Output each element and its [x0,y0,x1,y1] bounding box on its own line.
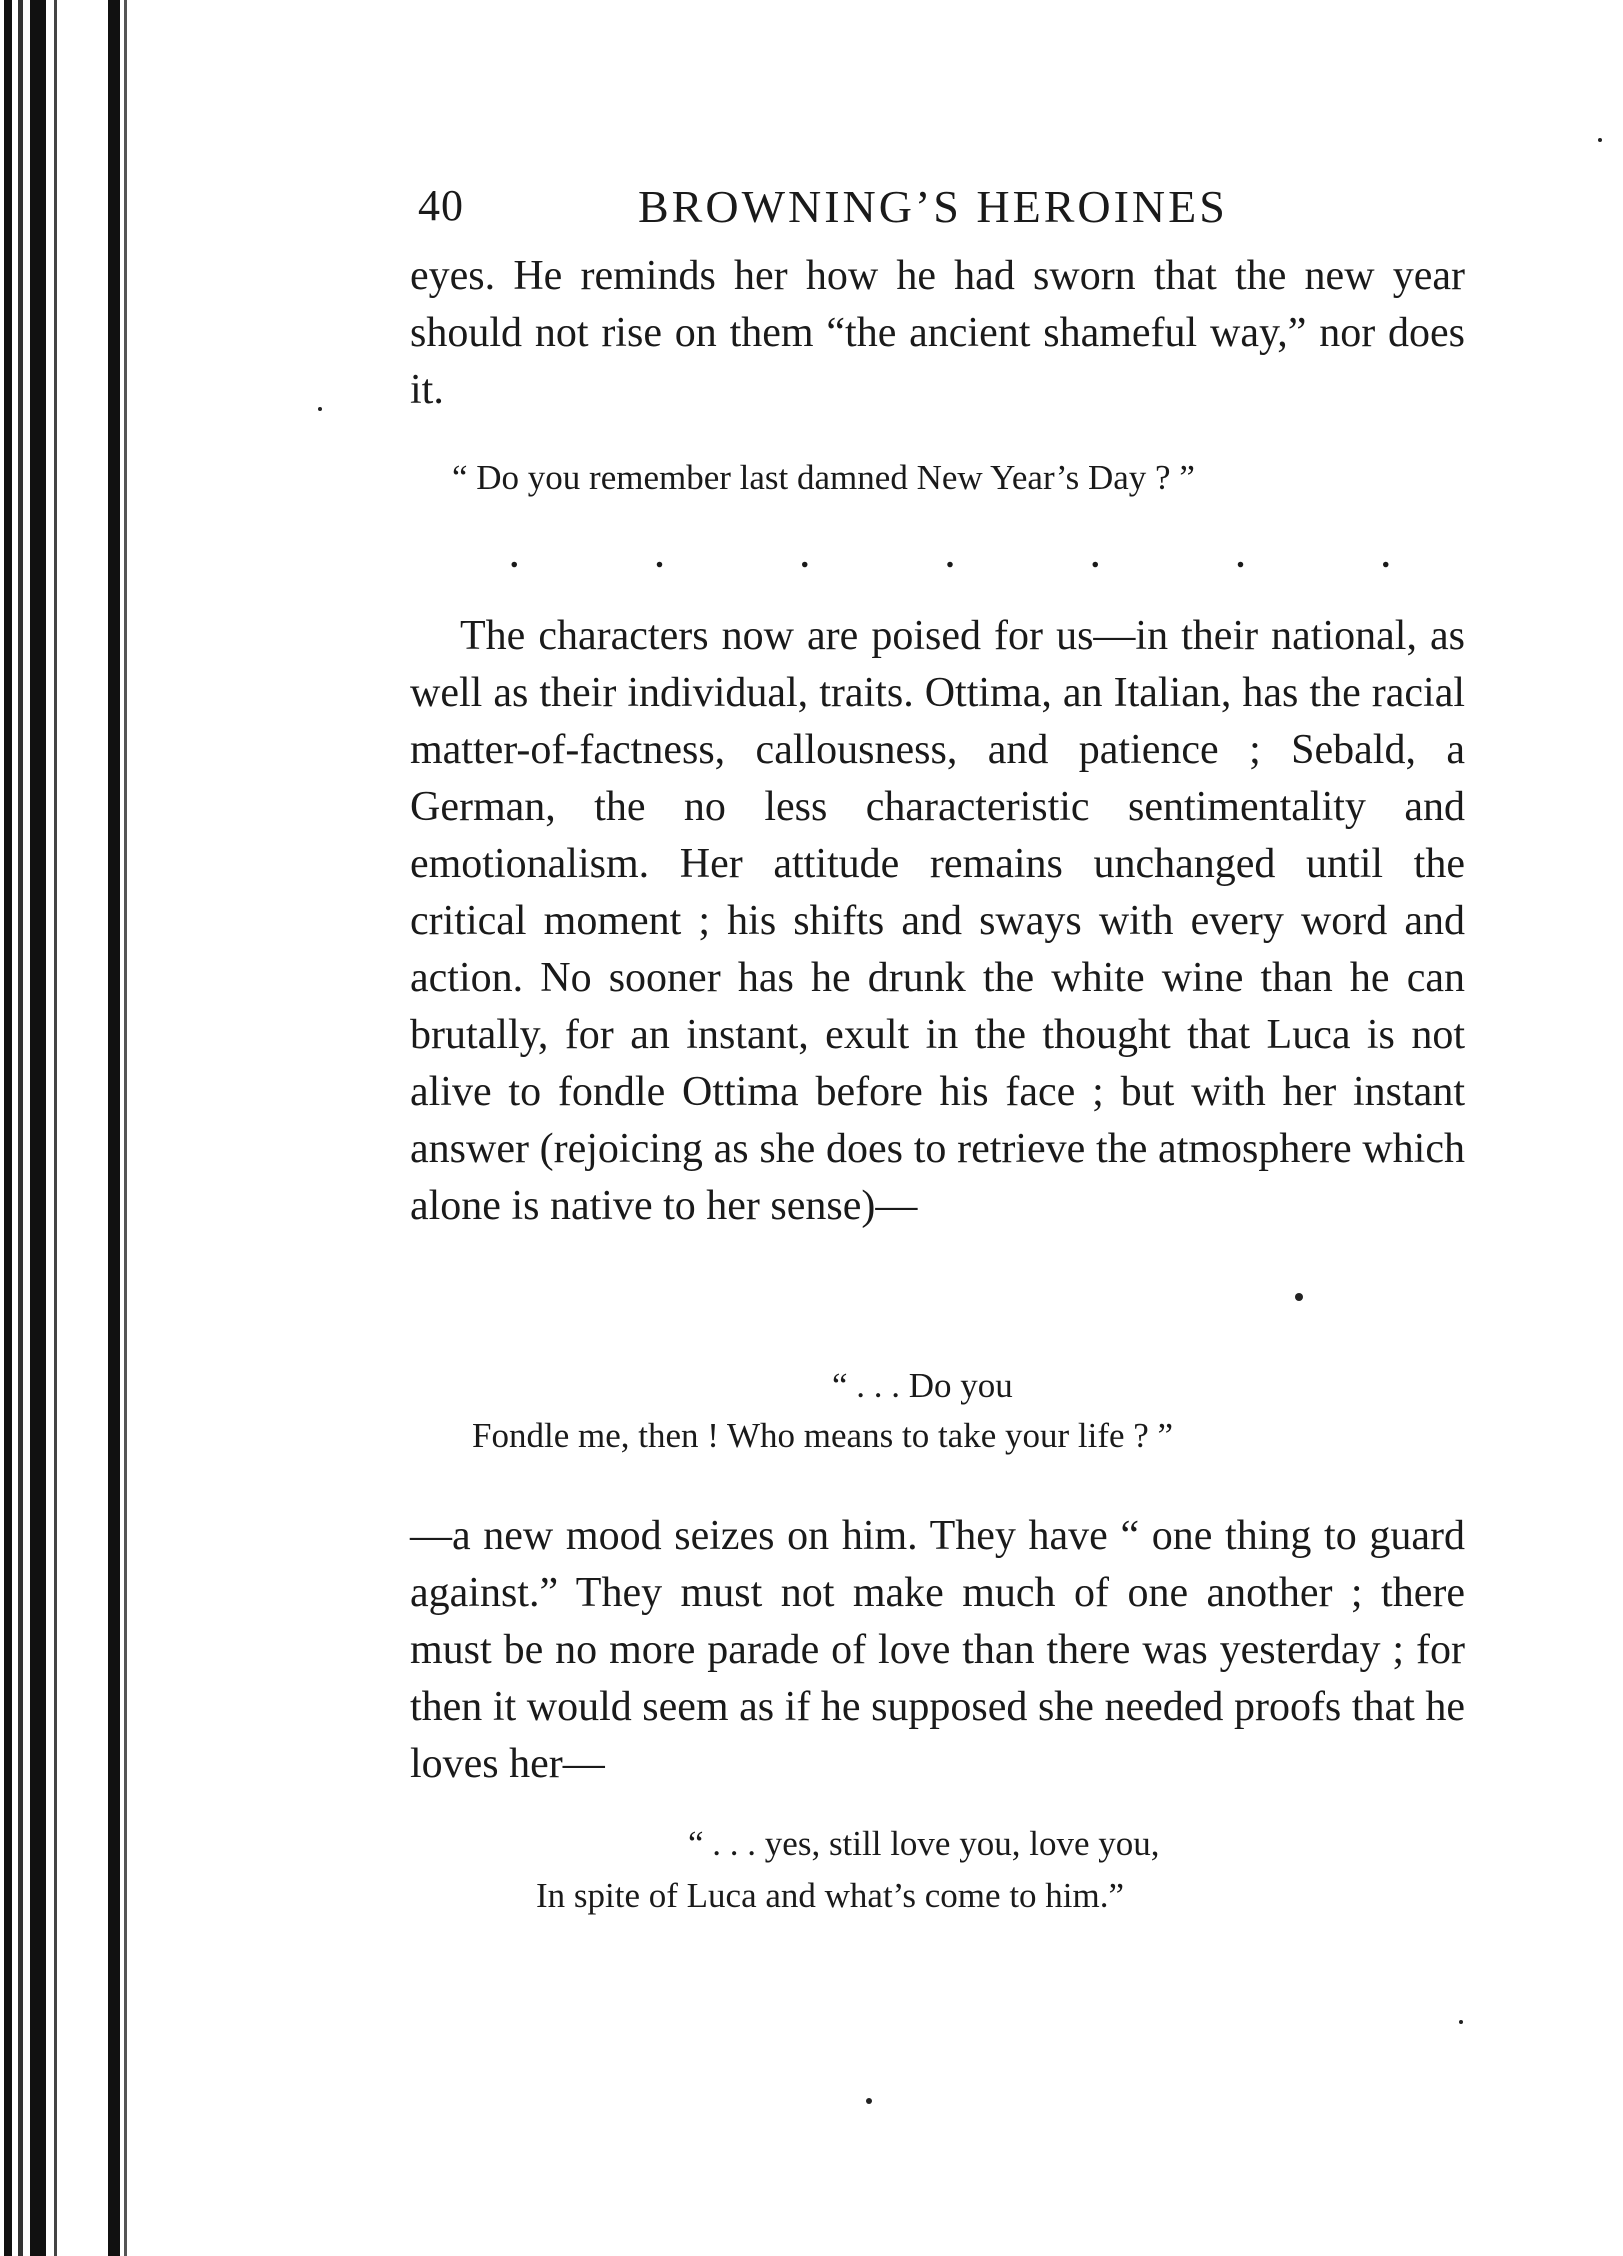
quote-do-you-line-1: “ . . . Do you [832,1366,1013,1405]
page-number: 40 [418,181,464,230]
paragraph-3: —a new mood seizes on him. They have “ one thing to guard against.” They must not make much of one another ; there must be no more parade of love than there was yesterday ; for then it would seem as if he supposed she needed proofs that he loves her— [410,1513,1465,1787]
ellipsis-dot: . [945,538,955,575]
paragraph-1: eyes. He reminds her how he had sworn that the new year should not rise on them “the ancient shameful way,” nor does it. [410,253,1465,413]
scan-speck [318,407,322,411]
page-header [410,180,1465,240]
scan-speck [1459,2020,1463,2024]
binding-edge [0,0,140,2256]
scan-speck [866,2098,872,2104]
running-head: BROWNING’S HEROINES [638,181,1228,232]
scan-speck [1295,1293,1303,1301]
ellipsis-dot: . [1091,538,1100,575]
quote-do-you-line-2: Fondle me, then ! Who means to take your life ? ” [472,1416,1174,1455]
ellipsis-dot: . [800,538,809,575]
paragraph-2: The characters now are poised for us—in their national, as well as their individual, traits. Ottima, an Italian, has the racial matter-of-factness, callousness, and patience ; Sebald, a German, the no less characteristic sentimentality and emotionalism. Her attitude remains unchanged until the critical moment ; his shifts and sways with every word and action. No sooner has he drunk the white wine than he can brutally, for an instant, exult in the thought that Luca is not alive to fondle Ottima before his face ; but with her instant answer (rejoicing as she does to retrieve the atmosphere which alone is native to her sense)— [410,613,1465,1229]
quote-still-love-line-2: In spite of Luca and what’s come to him.” [536,1876,1125,1915]
ellipsis-dot: . [1381,538,1390,575]
scan-speck [1598,138,1602,142]
quote-still-love-line-1: “ . . . yes, still love you, love you, [688,1824,1160,1863]
ellipsis-dot: . [655,538,664,575]
ellipsis-dots [510,538,1390,576]
quote-new-years-day: “ Do you remember last damned New Year’s Day ? ” [452,458,1195,497]
ellipsis-dot: . [510,538,519,575]
ellipsis-dot: . [1236,538,1245,575]
